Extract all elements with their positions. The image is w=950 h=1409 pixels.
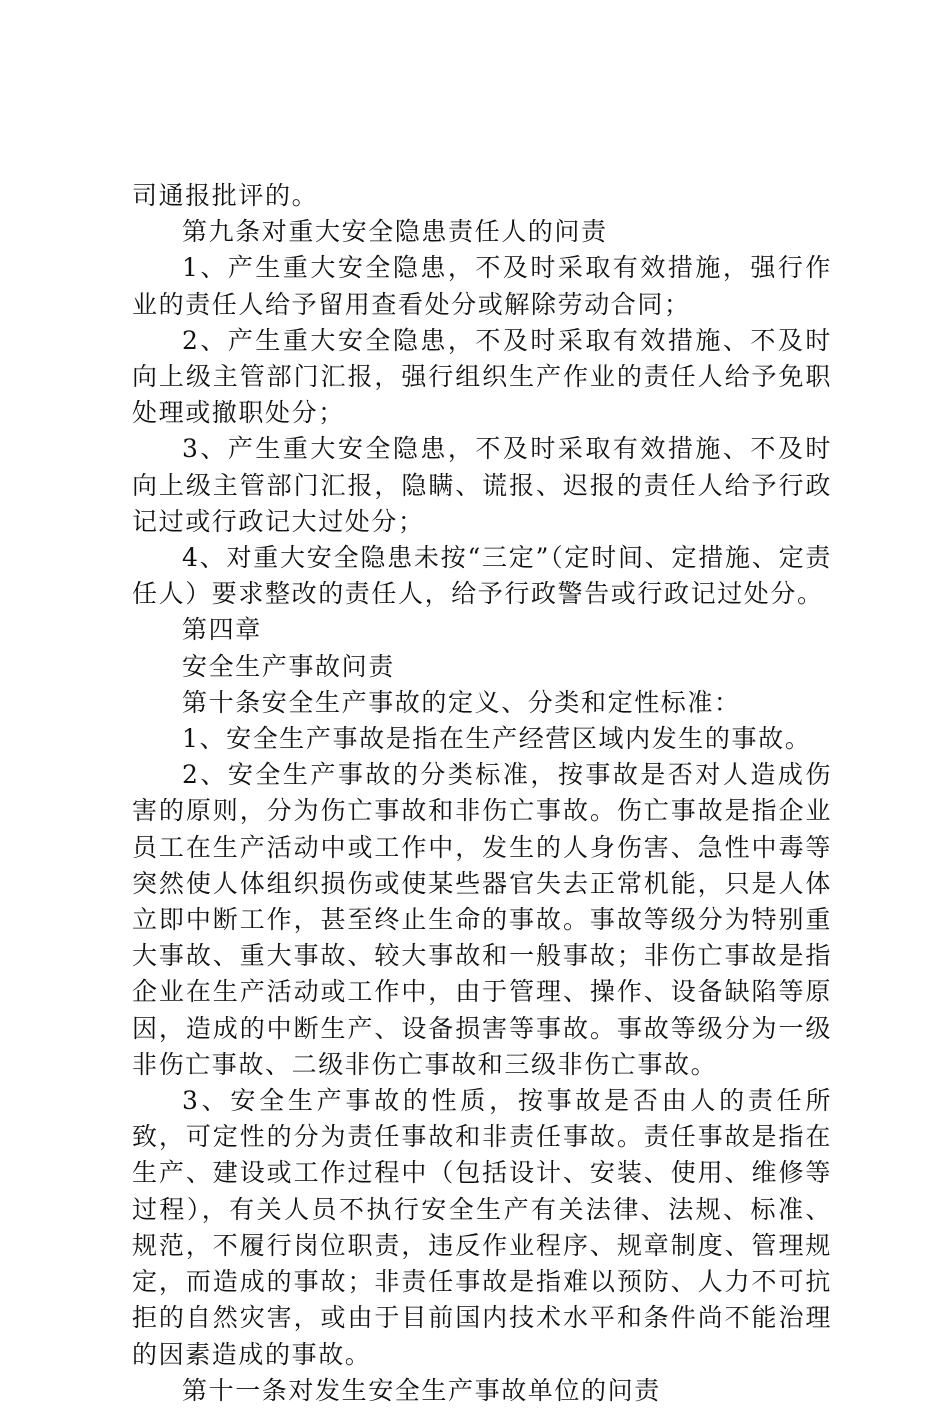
chapter-title: 安全生产事故问责 [182,651,395,681]
clause-paragraph: 4、对重大安全隐患未按“三定”（定时间、定措施、定责任人）要求整改的责任人，给予行政警告或行政记过处分。 [132,543,832,609]
clause-paragraph: 1、安全生产事故是指在生产经营区域内发生的事故。 [182,724,812,754]
paragraph-continuation: 司通报批评的。 [132,181,319,210]
clause-paragraph: 2、安全生产事故的分类标准，按事故是否对人造成伤害的原则，分为伤亡事故和非伤亡事故。伤亡事故是指企业员工在生产活动中或工作中，发生的人身伤害、急性中毒等突然使人体组织损伤或使某些器官失去正常机能，只是人体立即中断工作，甚至终止生命的事故。事故等级分为特别重大事故、重大事故、较大事故和一般事故；非伤亡事故是指企业在生产活动或工作中，由于管理、操作、设备缺陷等原因，造成的中断生产、设备损害等事故。事故等级分为一级非伤亡事故、二级非伤亡事故和三级非伤亡事故。 [132,760,832,1079]
article-heading: 第十条安全生产事故的定义、分类和定性标准： [182,687,741,717]
clause-paragraph: 2、产生重大安全隐患，不及时采取有效措施、不及时向上级主管部门汇报，强行组织生产作业的责任人给予免职处理或撤职处分； [132,325,832,428]
clause-paragraph: 3、安全生产事故的性质，按事故是否由人的责任所致，可定性的分为责任事故和非责任事故。责任事故是指在生产、建设或工作过程中（包括设计、安装、使用、维修等过程），有关人员不执行安全生产有关法律、法规、标准、规范，不履行岗位职责，违反作业程序、规章制度、管理规定，而造成的事故；非责任事故是指难以预防、人力不可抗拒的自然灾害，或由于目前国内技术水平和条件尚不能治理的因素造成的事故。 [132,1086,832,1369]
article-heading: 第九条对重大安全隐患责任人的问责 [182,217,608,247]
article-heading: 第十一条对发生安全生产事故单位的问责 [182,1375,661,1405]
clause-paragraph: 3、产生重大安全隐患，不及时采取有效措施、不及时向上级主管部门汇报，隐瞒、谎报、迟报的责任人给予行政记过或行政记大过处分； [132,434,832,536]
document-body [132,178,832,1409]
clause-paragraph: 1、产生重大安全隐患，不及时采取有效措施，强行作业的责任人给予留用查看处分或解除劳动合同； [132,253,832,319]
chapter-heading: 第四章 [182,615,262,645]
